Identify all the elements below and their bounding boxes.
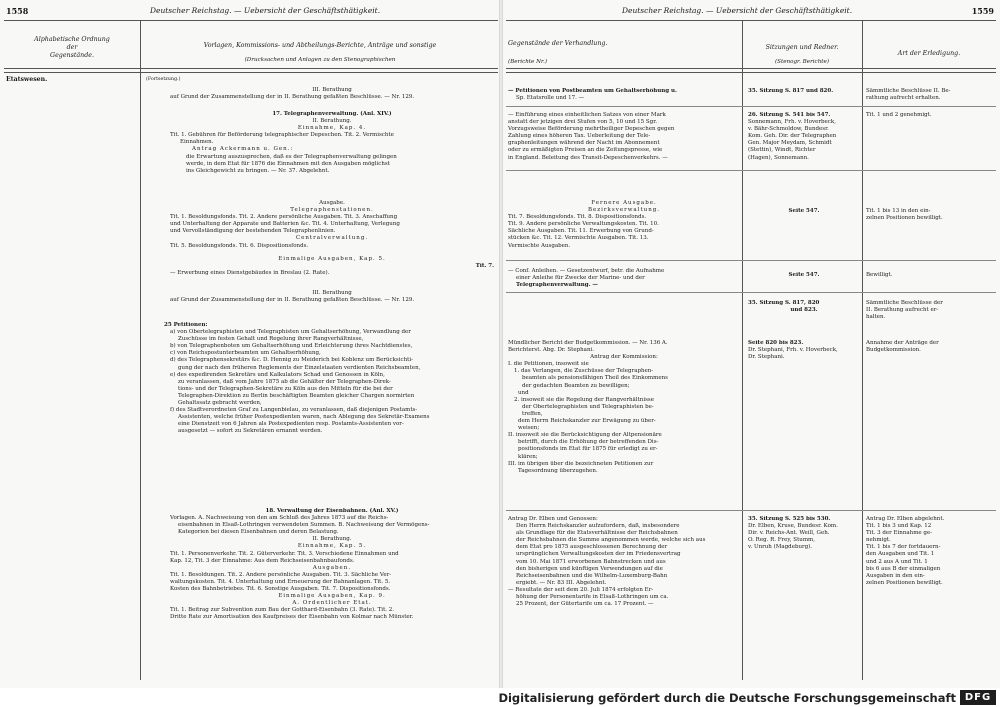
col-result-header: Art der Erledigung. — [897, 50, 961, 57]
dfg-logo: DFG — [960, 690, 996, 705]
row-2-result: Tit. 1 bis 13 in den ein- zelnen Positionen bewilligt. — [866, 208, 943, 222]
col-sittings-header: Sitzungen und Redner. — [765, 44, 839, 51]
text-block-1: III. Berathung auf Grund der Zusammenstellung der in II. Berathung gefaßten Beschlüsse. — Nr. 129. — [170, 87, 415, 101]
row-1-result: Tit. 1 und 2 genehmigt. — [866, 112, 932, 118]
row-0-subject: — Petitionen von Postbeamten um Gehaltserhöhung u. Sp. Etatsrolle und 17. — — [508, 88, 677, 102]
row-3-subject: — Conf. Anleihen. — Gesetzentwurf, betr. die Aufnahme einer Anleihe für Zwecke der Marine- und der Telegraphenverwaltung. — — [508, 268, 665, 289]
col-subject-header: Gegenstände der Verhandlung. — [508, 40, 608, 47]
row-5-result: Annahme der Anträge der Budgetkommission. — [866, 340, 939, 354]
row-1-subject: — Einführung eines einheitlichen Satzes von einer Mark anstatt der jetzigen drei Stufen von 5, 10 und 15 Sgr. Vorzugsweise Beförderung mehrtheiliger Depeschen gegen Zahlung eines höheren Tax. Ueberleitung der Tele- graphenleitungen während der Nacht im Abonnement oder zu ermäßigten Preisen an die Zeitungspresse, wie in England. Beleitung des Transit-Depeschenverkehrs. — — [508, 112, 675, 161]
text-block-einmalige: Einmalige Ausgaben, Kap. 5. Tit. 7. — Erwerbung eines Dienstgebäudes in Breslau (2. Rate). — [170, 256, 494, 277]
side-label: Etatswesen. — [6, 76, 48, 83]
row-3-sittings: Seite 547. — [788, 272, 820, 278]
row-5-subject: Mündlicher Bericht der Budgetkommission. — Nr. 136 A. Berichterst. Abg. Dr. Stephani. Antrag der Kommission: I. die Petitionen, insoweit sie 1. das Verlangen, die Zuschüsse der Telegraphen- beamten als pensionsfähigen Theil des Einkommens der gedachten Beamten zu bewilligen; und 2. insoweit sie die Regelung der Rangverhältnisse der Obertelegraphisten und Telegraphisten be- treffen, dem Herrn Reichskanzler zur Erwägung zu über- weisen; II. insoweit sie die Berücksichtigung der Altpensionäre betrifft, durch die Erhöhung der betreffenden Dis- positionsfonds im Etat für 1875 für erledigt zu er- klären; III. im übrigen über die bezeichneten Petitionen zur Tagesordnung überzugehen. — [508, 340, 668, 474]
text-block-telegraph: 17. Telegraphenverwaltung. (Anl. XIV.) II. Berathung. Einnahme, Kap. 4. Tit. 1. Gebühren für Beförderung telegraphischer Depeschen. Tit. 2. Vermischte Einnahmen. Antrag Ackermann u. Gen.: die Erwartung auszusprechen, daß es der Telegraphenverwaltung gelingen werde, in dem Etat für 1876 die Einnahmen mit den Ausgaben möglichst ins Gleichgewicht zu bringen. — Nr. 37. Abgelehnt. — [170, 111, 397, 174]
row-5-sittings: Seite 820 bis 823. Dr. Stephani, Frh. v. Hoverbeck, Dr. Stephani. — [748, 340, 838, 361]
text-block-petitionen: 25 Petitionen: a) von Obertelegraphisten und Telegraphisten um Gehaltserhöhung, Verwandlung der Zuschüsse im festen Gehalt und Regelung ihrer Rangverhältnisse, b) von Telegraphenboten um Gehaltserhöhung und Erleichterung ihres Nachtdienstes, c) von Reichspostunterbeamten um Gehaltserhöhung, d) des Telegraphensekretärs &c. D. Hennig zu Meiderich bei Koblenz um Berücksichti- gung der nach den früheren Reglements der Einzelstaaten verdienten Reichsbeamten, e) des expedirenden Sekretärs und Kalkulators Schad und Genossen in Köln, zu veranlassen, daß vom Jahre 1875 ab die Gehälter der Telegraphen-Direk- tions- und der Telegraphen-Sekretäre zu Köln aus den Mitteln für die bei der Telegraphen-Direktion zu Berlin beschäftigten Beamten gleicher Chargen normirten Gehaltssatz gebracht werden, f) des Stadtverordneten Graf zu Langenbielau, zu veranlassen, daß diejenigen Postamts- Assistenten, welche früher Postexpedienten waren, nach Ablegung des Sekretär-Examens eine Dienstzeit von 6 Jahren als Postexpedienten resp. Postamts-Assistenten vor- ausgesetzt — sofort zu Sekretären ernannt werden. — [164, 322, 430, 435]
col-sittings-subheader: (Stenogr. Berichte) — [774, 59, 830, 65]
text-block-ausgabe: Ausgabe. Telegraphenstationen. Tit. 1. Besoldungsfonds. Tit. 2. Andere persönliche Ausgaben. Tit. 3. Anschaffung und Unterhaltung der Apparate und Batterien &c. Tit. 4. Unterhaltung, Verlegung und Vervollständigung der bestehenden Telegraphenlinien. Centralverwaltung. Tit. 5. Besoldungsfonds. Tit. 6. Dispositionsfonds. — [170, 200, 400, 249]
footer-bar — [0, 688, 1000, 707]
page-number: 1558 — [6, 6, 29, 16]
text-block-eisenbahnen: 18. Verwaltung der Eisenbahnen. (Anl. XV.) Vorlagen. A. Nachweisung von den am Schluß des Jahres 1873 auf die Reichs- eisenbahnen in Elsaß-Lothringen verwendeten Summen. B. Nachweisung der Vermögens- Kategorien bei diesen Eisenbahnen und deren Belastung. II. Berathung. Einnahme, Kap. 5. Tit. 1. Personenverkehr. Tit. 2. Güterverkehr. Tit. 3. Verschiedene Einnahmen und Kap. 12, Tit. 3 der Einnahme: Aus dem Reichseisenbahnbaufonds. Ausgaben. Tit. 1. Besoldungen. Tit. 2. Andere persönliche Ausgaben. Tit. 3. Sächliche Ver- waltungskosten. Tit. 4. Unterhaltung und Erneuerung der Bahnanlagen. Tit. 5. Kosten des Bahnbetriebes. Tit. 6. Sonstige Ausgaben. Tit. 7. Dispositionsfonds. Einmalige Ausgaben, Kap. 9. A. Ordentlicher Etat. Tit. 1. Beitrag zur Subvention zum Bau der Gotthard-Eisenbahn (3. Rate). Tit. 2. Dritte Rate zur Amortisation des Kaufpreises der Eisenbahn von Kolmar nach Münster. — [170, 508, 430, 621]
row-1-sittings: 26. Sitzung S. 541 bis 547. Sonnemann, Frh. v. Hoverbeck, v. Bähr-Schmoldow, Bundesr. Kom. Geh. Dir. der Telegraphen Gen. Major Meydam, Schmidt (Stettin), Windt, Richter (Hagen), Sonnemann. — [748, 112, 837, 161]
row-3-result: Bewilligt. — [866, 272, 893, 278]
row-6-sittings: 35. Sitzung S. 525 bis 530. Dr. Elben, Kruse, Bundesr. Kom. Dir. v. Reichs-Ant. Weill, Geh. O. Reg. R. Frey, Stumm, v. Unruh (Magdeburg). — [748, 516, 838, 551]
running-head-right: Deutscher Reichstag. — Uebersicht der Geschäftsthätigkeit. — [622, 6, 853, 15]
row-2-sittings: Seite 547. — [788, 208, 820, 214]
row-6-subject: Antrag Dr. Elben und Genossen: Den Herrn Reichskanzler aufzufordern, daß, insbesondere als Grundlage für die Etatsverhältnisse der Reichsbahnen der Reichsbahnen die Summe angenommen werde, welche sich aus dem Etat pro 1875 ausgeschlossenen Berechnung der ursprünglichen Verwaltungskosten der im Friedensvertrag vom 10. Mai 1871 erworbenen Bahnstrecken und aus den bisherigen und künftigen Verwendungen auf die Reichseisenbahnen und die Wilhelm-Luxemburg-Bahn ergiebt. — Nr. 83 III. Abgelehnt. — Resultate der seit dem 20. Juli 1874 erfolgten Er- höhung der Personentarife in Elsaß-Lothringen um ca. 25 Prozent, der Gütertarife um ca. 17 Prozent. — — [508, 516, 706, 608]
right-page — [502, 0, 1000, 688]
row-4-result: Sämmtliche Beschlüsse der II. Berathung aufrecht er- halten. — [866, 300, 943, 321]
page-number-right: 1559 — [971, 6, 994, 16]
row-2-subject: Fernere Ausgabe. Bezirksverwaltung. Tit. 7. Besoldungsfonds. Tit. 8. Dispositionsfonds. Tit. 9. Andere persönliche Verwaltungskosten. Tit. 10. Sächliche Ausgaben. Tit. 11. Erwerbung von Grund- stücken &c. Tit. 12. Vermischte Ausgaben. Tit. 13. Vermischte Ausgaben. — [508, 200, 661, 249]
funding-notice: Digitalisierung gefördert durch die Deutsche Forschungsgemeinschaft — [498, 691, 956, 705]
col-alpha-header: Alphabetische Ordnung der Gegenstände. — [34, 36, 110, 59]
text-block-berathung-2: III. Berathung auf Grund der Zusammenstellung der in II. Berathung gefaßten Beschlüsse. — Nr. 129. — [170, 290, 415, 304]
col-subject-subheader: (Berichte Nr.) — [508, 59, 548, 65]
fortsetzung: (Fortsetzung.) — [146, 77, 181, 82]
row-6-result: Antrag Dr. Elben abgelehnt. Tit. 1 bis 3 und Kap. 12 Tit. 3 der Einnahme ge- nehmigt. Tit. 1 bis 7 der fortdauern- den Ausgaben und Tit. 1 und 2 aus A und Tit. 1 bis 6 aus B der einmaligen Ausgaben in den ein- zelnen Positionen bewilligt. — [866, 516, 945, 586]
col-main-subheader: (Drucksachen und Anlagen zu den Stenographischen — [244, 57, 396, 63]
left-page — [0, 0, 500, 688]
row-0-sittings: 35. Sitzung S. 817 und 820. — [748, 88, 834, 94]
row-4-sittings: 35. Sitzung S. 817, 820 und 823. — [748, 300, 820, 314]
running-head: Deutscher Reichstag. — Uebersicht der Geschäftsthätigkeit. — [150, 6, 381, 15]
col-main-header: Vorlagen, Kommissions- und Abtheilungs-Berichte, Anträge und sonstige — [203, 42, 437, 49]
row-0-result: Sämmtliche Beschlüsse II. Be- rathung aufrecht erhalten. — [866, 88, 951, 102]
